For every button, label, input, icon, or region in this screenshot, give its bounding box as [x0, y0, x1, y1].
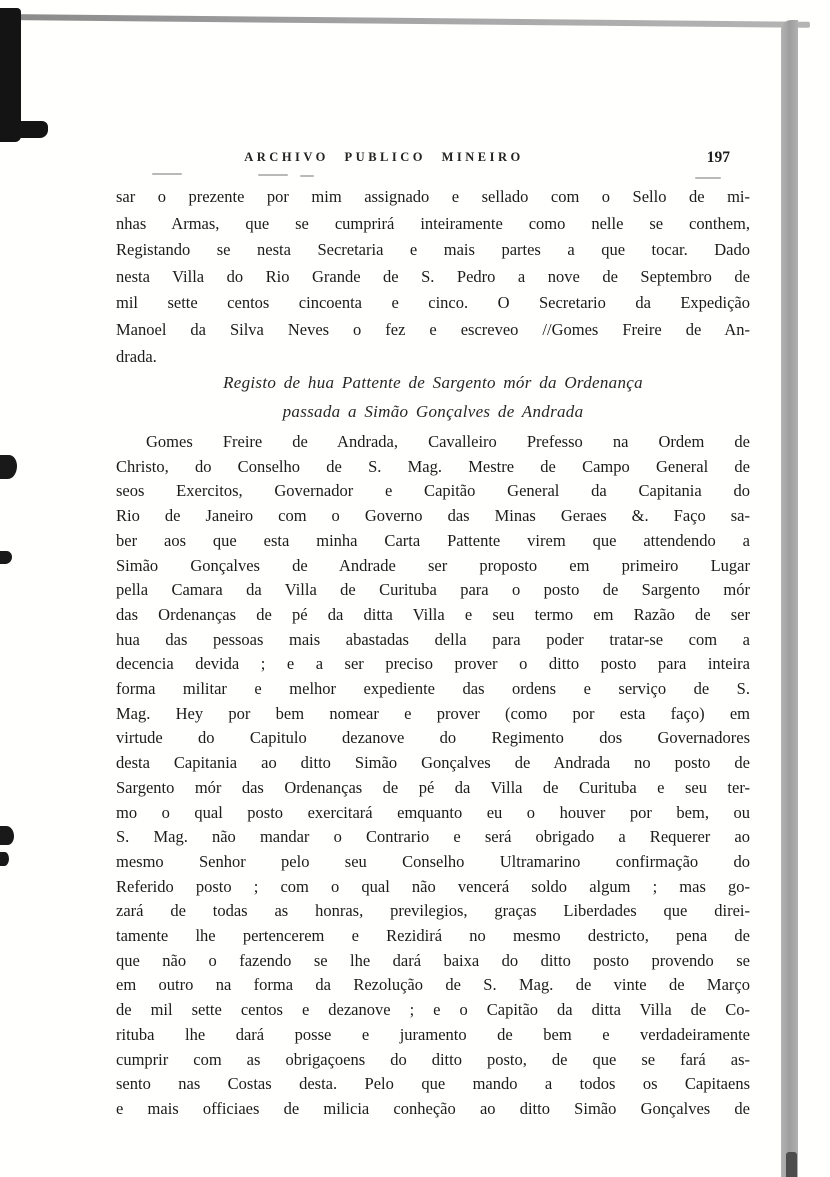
- paragraph-patente-line: virtude do Capitulo dezanove do Regimento dos Governadores: [116, 728, 750, 748]
- paragraph-patente-line: pella Camara da Villa de Curituba para o posto de Sargento mór: [116, 580, 750, 600]
- page-number: 197: [706, 149, 730, 166]
- paragraph-continuation-line: mil sette centos cincoenta e cinco. O Secretario da Expedição: [116, 293, 750, 313]
- scan-speck: [258, 174, 288, 176]
- paragraph-patente-line: rituba lhe dará posse e juramento de bem e verdadeiramente: [116, 1024, 750, 1044]
- paragraph-continuation-line: Registando se nesta Secretaria e mais partes a que tocar. Dado: [116, 240, 750, 260]
- scan-speck: [300, 175, 314, 177]
- paragraph-patente-line: que não o fazendo se lhe dará baixa do ditto posto provendo se: [116, 950, 750, 970]
- paragraph-patente-line: Gomes Freire de Andrada, Cavalleiro Prefesso na Ordem de: [146, 432, 750, 451]
- paragraph-patente-line: em outro na forma da Rezolução de S. Mag. de vinte de Março: [116, 975, 750, 995]
- section-heading: [116, 368, 750, 426]
- paragraph-patente-line: das Ordenanças de pé da ditta Villa e seu termo em Razão de ser: [116, 604, 750, 624]
- scan-speck: [152, 173, 182, 175]
- scan-edge-shadow-right: [781, 20, 798, 1177]
- section-heading-line: passada a Simão Gonçalves de Andrada: [282, 402, 584, 421]
- paragraph-patente-line: mesmo Senhor pelo seu Conselho Ultramarino confirmação do: [116, 851, 750, 871]
- paragraph-patente-line: Sargento mór das Ordenanças de pé da Villa de Curituba e seu ter-: [116, 777, 750, 797]
- paragraph-continuation-line: sar o prezente por mim assignado e sellado com o Sello de mi-: [116, 187, 750, 206]
- paragraph-continuation-line: nesta Villa do Rio Grande de S. Pedro a nove de Septembro de: [116, 266, 750, 286]
- paragraph-patente-line: decencia devida ; e a ser preciso prover o ditto posto para inteira: [116, 654, 750, 674]
- paragraph-patente-line: e mais officiaes de milicia conheção ao ditto Simão Gonçalves de: [116, 1098, 750, 1118]
- paragraph-patente-line: sento nas Costas desta. Pelo que mando a todos os Capitaens: [116, 1074, 750, 1094]
- scan-edge-blob: [0, 826, 14, 845]
- paragraph-patente-line: zará de todas as honras, previlegios, graças Liberdades que direi-: [116, 901, 750, 921]
- paragraph-patente: [116, 430, 750, 1122]
- paragraph-continuation-line: Manoel da Silva Neves o fez e escreveo //Gomes Freire de An-: [116, 319, 750, 339]
- paragraph-continuation: [116, 184, 750, 370]
- paragraph-patente-line: Mag. Hey por bem nomear e prover (como por esta faço) em: [116, 703, 750, 723]
- paragraph-patente-line: desta Capitania ao ditto Simão Gonçalves de Andrada no posto de: [116, 753, 750, 773]
- scan-edge-shadow-top: [0, 14, 810, 28]
- paragraph-patente-line: de mil sette centos e dezanove ; e o Capitão da ditta Villa de Co-: [116, 1000, 750, 1020]
- paragraph-patente-line: Rio de Janeiro com o Governo das Minas Geraes &. Faço sa-: [116, 506, 750, 526]
- paragraph-patente-line: Simão Gonçalves de Andrade ser proposto em primeiro Lugar: [116, 555, 750, 575]
- paragraph-patente-line: seos Exercitos, Governador e Capitão General da Capitania do: [116, 481, 750, 501]
- scan-corner-mark-foot: [0, 121, 48, 138]
- scan-edge-blob: [0, 551, 12, 564]
- paragraph-continuation-line: nhas Armas, que se cumprirá inteiramente como nelle se conthem,: [116, 213, 750, 233]
- paragraph-patente-line: Referido posto ; com o qual não vencerá soldo algum ; mas go-: [116, 876, 750, 896]
- page-header: [116, 149, 750, 171]
- section-heading-line: Registo de hua Pattente de Sargento mór da Ordenança: [223, 373, 643, 392]
- paragraph-patente-line: ber aos que esta minha Carta Pattente virem que attendendo a: [116, 530, 750, 550]
- scan-edge-blob: [0, 852, 9, 866]
- paragraph-patente-line: cumprir com as obrigaçoens do ditto posto, de que se fará as-: [116, 1049, 750, 1069]
- paragraph-patente-line: hua das pessoas mais abastadas della para poder tratar-se com a: [116, 629, 750, 649]
- paragraph-patente-line: mo o qual posto exercitará emquanto eu o houver por bem, ou: [116, 802, 750, 822]
- paragraph-patente-line: S. Mag. não mandar o Contrario e será obrigado a Requerer ao: [116, 827, 750, 847]
- paragraph-patente-line: tamente lhe pertencerem e Rezidirá no mesmo destricto, pena de: [116, 926, 750, 946]
- paragraph-patente-line: forma militar e melhor expediente das ordens e serviço de S.: [116, 679, 750, 699]
- scan-edge-blob: [0, 455, 17, 479]
- scan-edge-shadow-right-dark-end: [786, 1152, 797, 1177]
- paragraph-patente-line: Christo, do Conselho de S. Mag. Mestre de Campo General de: [116, 456, 750, 476]
- scan-speck: [695, 177, 721, 179]
- running-title: ARCHIVO PUBLICO MINEIRO: [244, 150, 524, 164]
- paragraph-continuation-line: drada.: [116, 346, 157, 366]
